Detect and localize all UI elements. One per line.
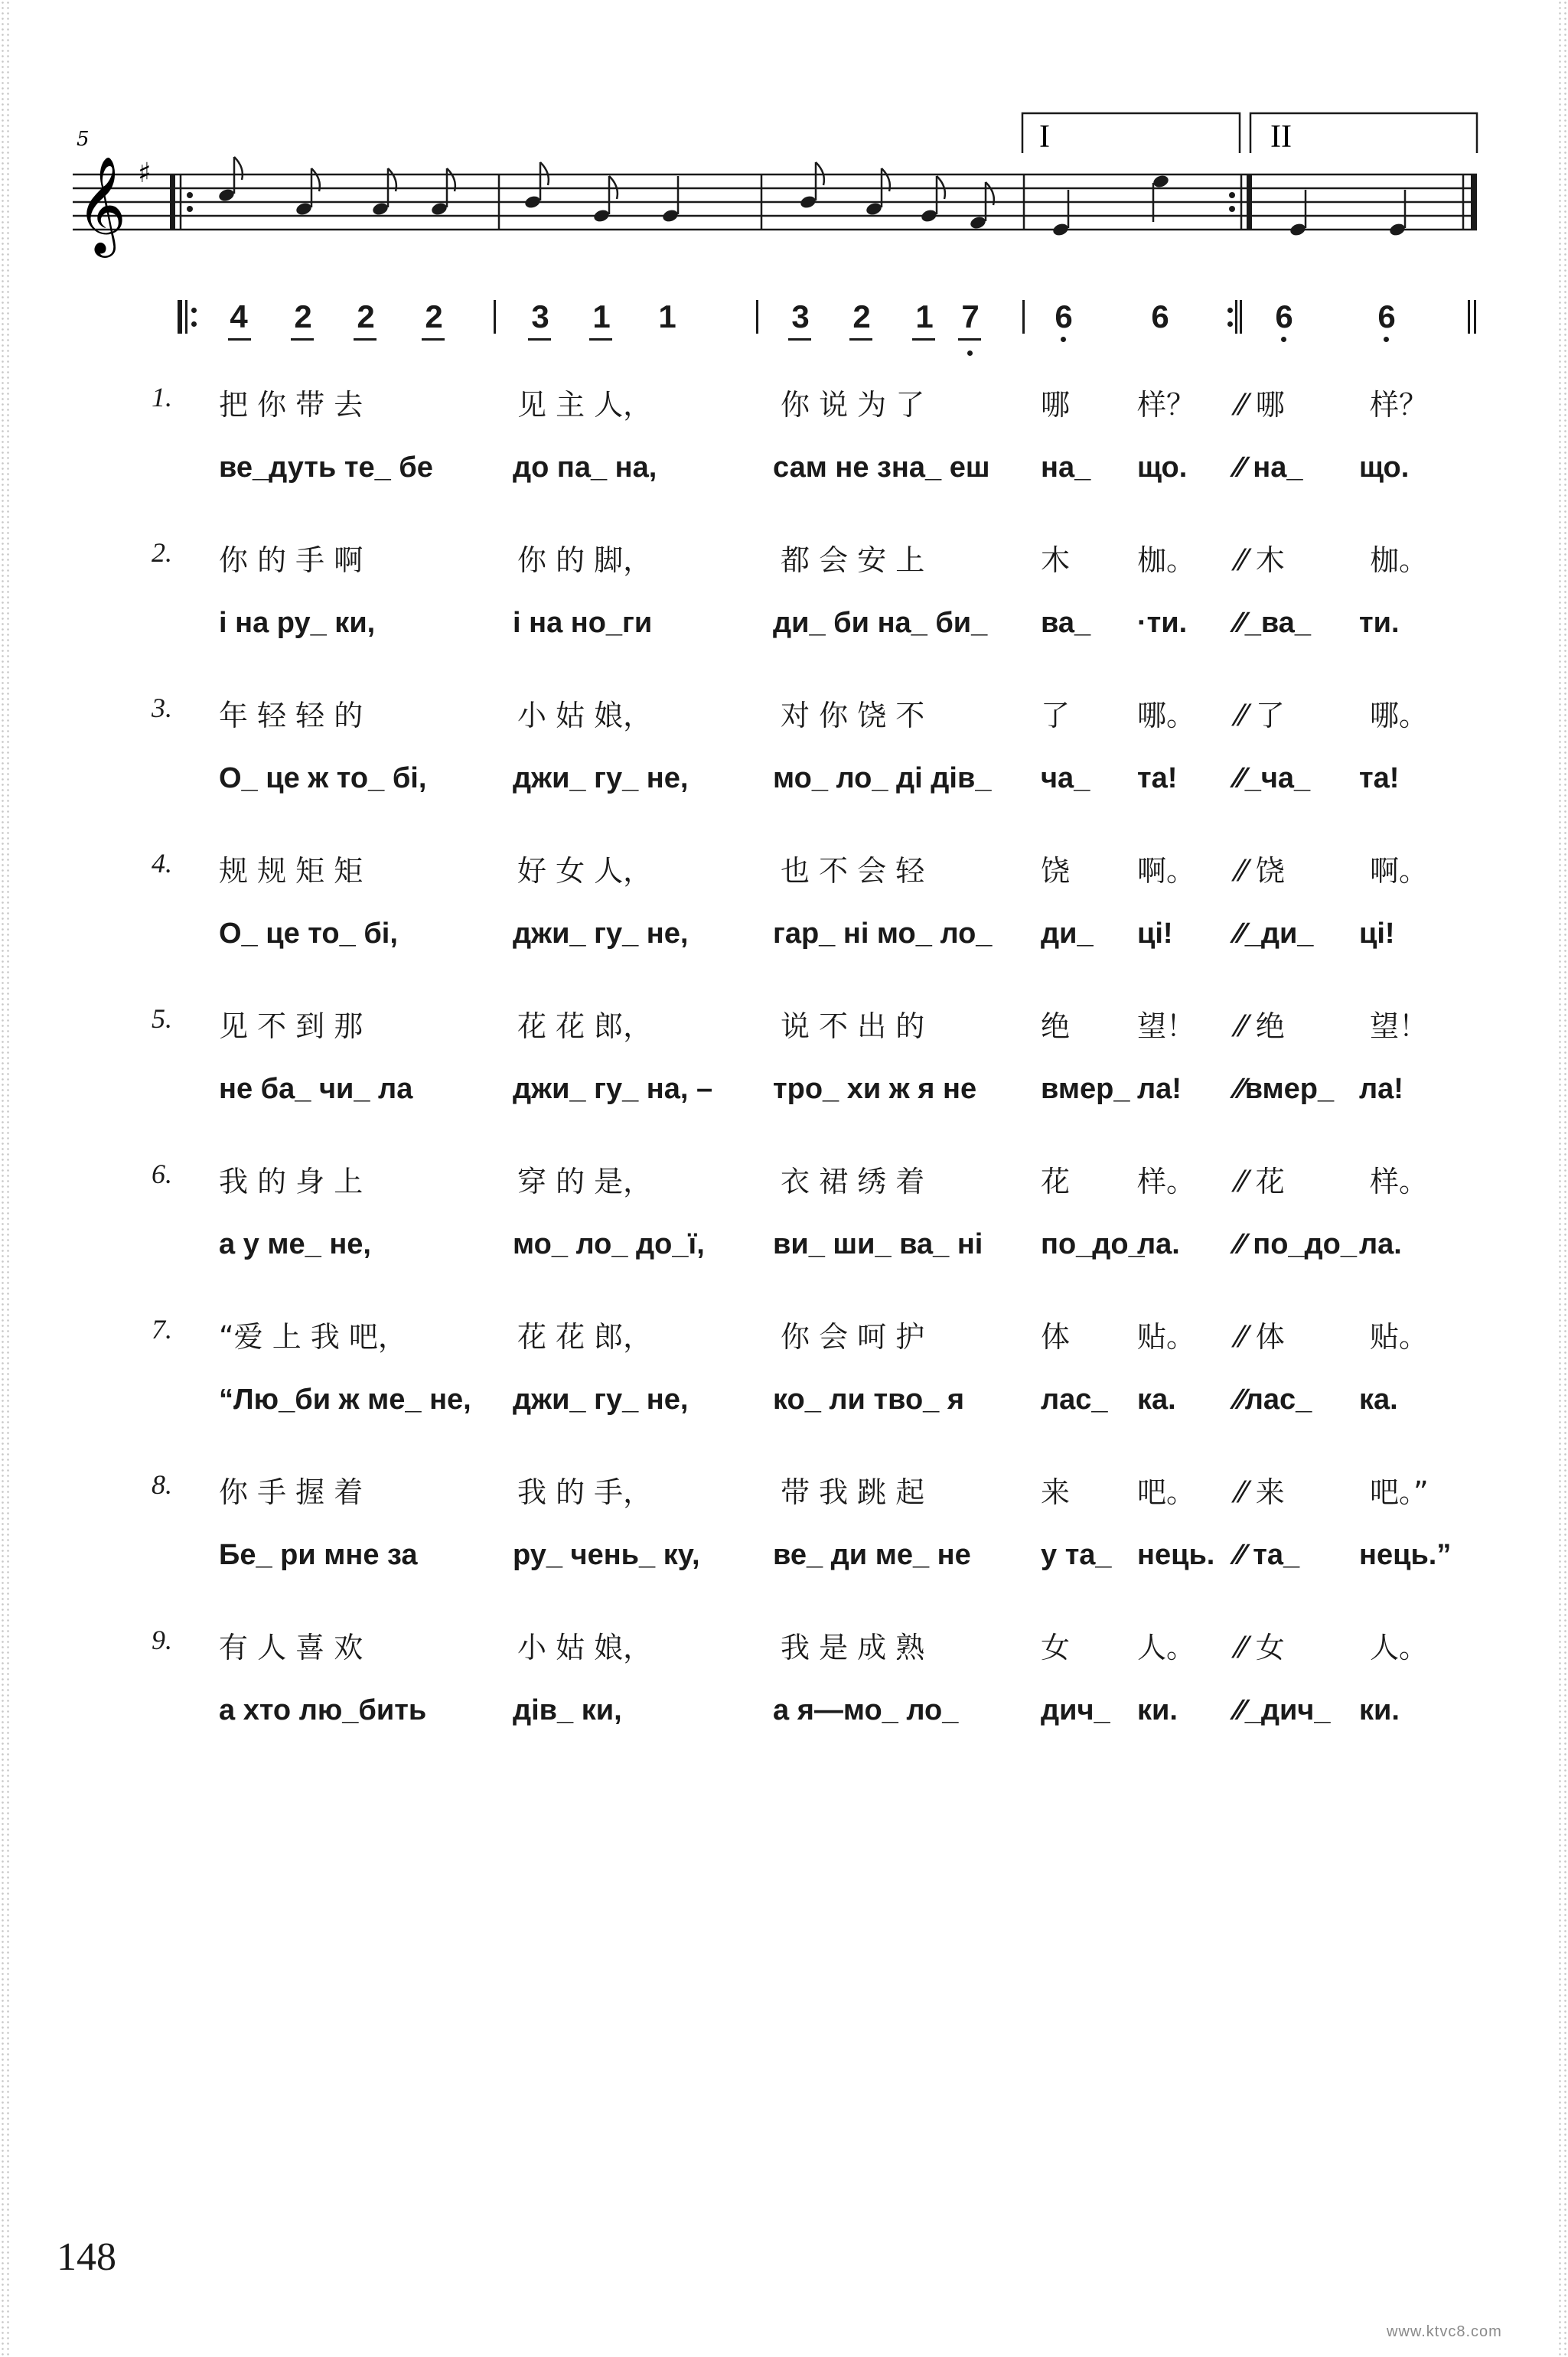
jianpu-note: 2 [357,298,375,334]
jianpu-barline [494,300,496,334]
volta-1-label: I [1039,119,1050,155]
ukrainian-lyric: гар_ ні мо_ ло_ [773,918,993,950]
chinese-lyric: ⁄⁄ 了 [1237,699,1285,732]
chinese-lyric: 我 的 身 上 [219,1165,363,1198]
chinese-lyric: 也 不 会 轻 [781,854,925,888]
chinese-lyric: 绝 [1041,1009,1071,1043]
chinese-lyric: 小 姑 娘， [517,699,653,732]
ukrainian-lyric: ве_дуть те_ бе [219,452,433,484]
ukrainian-lyric: ⁄⁄лас_ [1235,1384,1312,1416]
underline [528,338,551,341]
chinese-lyric: 说 不 出 的 [781,1009,925,1043]
chinese-lyric: ⁄⁄ 饶 [1237,854,1285,888]
chinese-lyric: 哪。 [1137,699,1196,732]
jianpu-final-thin [1468,300,1470,334]
ukrainian-lyric: нець. [1137,1539,1215,1571]
volta-2-label: II [1270,119,1292,155]
chinese-lyric: 花 [1041,1165,1071,1198]
chinese-lyric: 吧。” [1370,1475,1429,1509]
chinese-lyric: 饶 [1041,854,1071,888]
ukrainian-lyric: нець.” [1359,1539,1452,1571]
ukrainian-lyric: ди_ [1041,918,1094,950]
chinese-lyric: 了 [1041,699,1071,732]
jianpu-start-repeat [178,300,182,334]
ukrainian-lyric: ⁄⁄ на_ [1235,452,1303,484]
ukrainian-lyric: джи_ гу_ не, [513,762,689,794]
sharp-icon: ♯ [138,158,152,189]
verse-number: 3. [152,693,172,723]
chinese-lyric: 啊。 [1137,854,1196,888]
ukrainian-lyric: сам не зна_ еш [773,452,990,484]
chinese-lyric: 样？ [1370,388,1429,422]
chinese-lyric: ⁄⁄ 绝 [1237,1009,1285,1043]
jianpu-note: 2 [852,298,871,334]
verse-number: 2. [152,537,172,568]
ukrainian-lyric: ⁄⁄ та_ [1235,1539,1300,1571]
chinese-lyric: 花 花 郎， [517,1009,653,1043]
chinese-lyric: 枷。 [1370,543,1429,577]
verse-number: 8. [152,1469,172,1500]
underline [422,338,445,341]
underline [788,338,811,341]
ukrainian-lyric: а хто лю_бить [219,1694,427,1726]
chinese-lyric: 吧。 [1137,1475,1196,1509]
chinese-lyric: ⁄⁄ 木 [1237,543,1285,577]
chinese-lyric: 好 女 人， [517,854,653,888]
ukrainian-lyric: по_до_ [1041,1228,1145,1260]
chinese-lyric: ⁄⁄ 体 [1237,1320,1285,1354]
ukrainian-lyric: і на но_ги [513,607,653,639]
page-number: 148 [57,2235,116,2279]
ukrainian-lyric: Бе_ ри мне за [219,1539,418,1571]
ukrainian-lyric: ла! [1359,1073,1403,1105]
repeat-dot [1227,308,1233,313]
verse-block [0,1313,1568,1466]
ukrainian-lyric: а я—мо_ ло_ [773,1694,959,1726]
ukrainian-lyric: не ба_ чи_ ла [219,1073,413,1105]
verse-block [0,1002,1568,1156]
jianpu-end-repeat-thin [1235,300,1237,334]
underline [354,338,377,341]
ukrainian-lyric: ве_ ди ме_ не [773,1539,971,1571]
underline [849,338,872,341]
ukrainian-lyric: ла! [1137,1073,1182,1105]
chinese-lyric: 来 [1041,1475,1071,1509]
ukrainian-lyric: джи_ гу_ на, – [513,1073,713,1105]
chinese-lyric: 年 轻 轻 的 [219,699,363,732]
chinese-lyric: ⁄⁄ 来 [1237,1475,1285,1509]
chinese-lyric: 啊。 [1370,854,1429,888]
chinese-lyric: 哪。 [1370,699,1429,732]
ukrainian-lyric: ки. [1359,1694,1400,1726]
chinese-lyric: 把 你 带 去 [219,388,363,422]
jianpu-note: 2 [294,298,312,334]
verse-block [0,1158,1568,1311]
staff-notes [217,157,1407,237]
ukrainian-lyric: ка. [1359,1384,1398,1416]
ukrainian-lyric: у та_ [1041,1539,1112,1571]
chinese-lyric: 枷。 [1137,543,1196,577]
ukrainian-lyric: ⁄⁄_ди_ [1235,918,1314,950]
chinese-lyric: 见 不 到 那 [219,1009,363,1043]
ukrainian-lyric: О_ це ж то_ бі, [219,762,427,794]
ukrainian-lyric: на_ [1041,452,1091,484]
ukrainian-lyric: ⁄⁄_ча_ [1235,762,1311,794]
underline [228,338,251,341]
ukrainian-lyric: ⁄⁄_ва_ [1235,607,1311,639]
chinese-lyric: 有 人 喜 欢 [219,1631,363,1664]
jianpu-note: 3 [531,298,549,334]
repeat-dot [1227,321,1233,327]
ukrainian-lyric: мо_ ло_ ді дів_ [773,762,992,794]
chinese-lyric: 贴。 [1137,1320,1196,1354]
jianpu-note: 6 [1151,298,1169,334]
ukrainian-lyric: що. [1137,452,1188,484]
ukrainian-lyric: ·ти. [1137,607,1188,639]
ukrainian-lyric: ці! [1137,918,1173,950]
ukrainian-lyric: тро_ хи ж я не [773,1073,977,1105]
jianpu-note: 6 [1377,298,1396,334]
octave-dot [967,350,973,356]
chinese-lyric: 样。 [1137,1165,1196,1198]
chinese-lyric: 你 的 手 啊 [219,543,363,577]
chinese-lyric: 对 你 饶 不 [781,699,925,732]
ukrainian-lyric: ці! [1359,918,1395,950]
jianpu-line [0,298,1568,367]
ukrainian-lyric: джи_ гу_ не, [513,918,689,950]
chinese-lyric: 我 是 成 熟 [781,1631,925,1664]
ukrainian-lyric: ки. [1137,1694,1178,1726]
ukrainian-lyric: “Лю_би ж ме_ не, [219,1384,471,1416]
ukrainian-lyric: ти. [1359,607,1400,639]
underline [589,338,612,341]
ukrainian-lyric: ча_ [1041,762,1090,794]
jianpu-barline [1022,300,1025,334]
ukrainian-lyric: що. [1359,452,1410,484]
ukrainian-lyric: вмер_ [1041,1073,1130,1105]
ukrainian-lyric: ди_ би на_ би_ [773,607,988,639]
chinese-lyric: ⁄⁄ 哪 [1237,388,1285,422]
chinese-lyric: 你 说 为 了 [781,388,925,422]
jianpu-note: 1 [915,298,934,334]
verse-block [0,536,1568,689]
chinese-lyric: 哪 [1041,388,1071,422]
jianpu-note: 6 [1055,298,1073,334]
chinese-lyric: 望！ [1137,1009,1196,1043]
chinese-lyric: 女 [1041,1631,1071,1664]
chinese-lyric: 带 我 跳 起 [781,1475,925,1509]
verse-number: 1. [152,382,172,412]
jianpu-barline [756,300,758,334]
ukrainian-lyric: лас_ [1041,1384,1108,1416]
ukrainian-lyric: до па_ на, [513,452,657,484]
verse-number: 6. [152,1159,172,1189]
measure-number: 5 [77,128,90,151]
ukrainian-lyric: ви_ ши_ ва_ ні [773,1228,983,1260]
jianpu-note: 3 [791,298,810,334]
jianpu-note: 6 [1275,298,1293,334]
chinese-lyric: 见 主 人， [517,388,653,422]
chinese-lyric: 你 手 握 着 [219,1475,363,1509]
chinese-lyric: 木 [1041,543,1071,577]
jianpu-note: 4 [230,298,248,334]
ukrainian-lyric: ва_ [1041,607,1091,639]
ukrainian-lyric: ру_ чень_ ку, [513,1539,700,1571]
ukrainian-lyric: а у ме_ не, [219,1228,371,1260]
ukrainian-lyric: ко_ ли тво_ я [773,1384,965,1416]
chinese-lyric: 你 的 脚， [517,543,653,577]
verse-block [0,692,1568,845]
chinese-lyric: 都 会 安 上 [781,543,925,577]
jianpu-note: 1 [592,298,611,334]
verse-block [0,847,1568,1000]
ukrainian-lyric: О_ це то_ бі, [219,918,398,950]
ukrainian-lyric: дів_ ки, [513,1694,622,1726]
verse-number: 5. [152,1003,172,1034]
verse-number: 9. [152,1625,172,1655]
octave-dot [1061,337,1066,342]
verse-block [0,1469,1568,1622]
chinese-lyric: 样？ [1137,388,1196,422]
ukrainian-lyric: та! [1137,762,1178,794]
chinese-lyric: 人。 [1370,1631,1429,1664]
chinese-lyric: 小 姑 娘， [517,1631,653,1664]
verse-number: 4. [152,848,172,879]
chinese-lyric: ⁄⁄ 女 [1237,1631,1285,1664]
chinese-lyric: ⁄⁄ 花 [1237,1165,1285,1198]
jianpu-note: 2 [425,298,443,334]
repeat-dot [191,321,197,327]
chinese-lyric: 样。 [1370,1165,1429,1198]
chinese-lyric: 你 会 呵 护 [781,1320,925,1354]
chinese-lyric: 人。 [1137,1631,1196,1664]
chinese-lyric: 规 规 矩 矩 [219,854,363,888]
chinese-lyric: 贴。 [1370,1320,1429,1354]
jianpu-end-repeat [1240,300,1242,334]
watermark: www.ktvc8.com [1387,2323,1502,2340]
volta-brackets [1022,113,1477,153]
verse-block [0,1624,1568,1777]
verse-block [0,381,1568,534]
chinese-lyric: 衣 裙 绣 着 [781,1165,925,1198]
ukrainian-lyric: джи_ гу_ не, [513,1384,689,1416]
chinese-lyric: 花 花 郎， [517,1320,653,1354]
verse-number: 7. [152,1314,172,1345]
jianpu-note: 7 [961,298,980,334]
ukrainian-lyric: ла. [1359,1228,1402,1260]
treble-clef-icon: 𝄞 [77,155,127,253]
chinese-lyric: 穿 的 是， [517,1165,653,1198]
ukrainian-lyric: та! [1359,762,1400,794]
octave-dot [1384,337,1389,342]
underline [291,338,314,341]
ukrainian-lyric: ⁄⁄_дич_ [1235,1694,1331,1726]
chinese-lyric: 体 [1041,1320,1071,1354]
repeat-dot [191,308,197,313]
chinese-lyric: 望！ [1370,1009,1429,1043]
underline [912,338,935,341]
ukrainian-lyric: дич_ [1041,1694,1110,1726]
octave-dot [1281,337,1286,342]
ukrainian-lyric: ла. [1137,1228,1180,1260]
jianpu-final-barline [1474,300,1476,334]
underline [958,338,981,341]
ukrainian-lyric: ⁄⁄ по_до_ [1235,1228,1358,1260]
jianpu-start-repeat-thin [185,300,187,334]
staff-lines [73,174,1477,230]
ukrainian-lyric: ⁄⁄вмер_ [1235,1073,1335,1105]
ukrainian-lyric: і на ру_ ки, [219,607,376,639]
ukrainian-lyric: ка. [1137,1384,1176,1416]
chinese-lyric: 我 的 手， [517,1475,653,1509]
staff-notation [0,0,1568,291]
jianpu-note: 1 [658,298,676,334]
chinese-lyric: “爱 上 我 吧， [219,1320,407,1354]
ukrainian-lyric: мо_ ло_ до_ї, [513,1228,705,1260]
